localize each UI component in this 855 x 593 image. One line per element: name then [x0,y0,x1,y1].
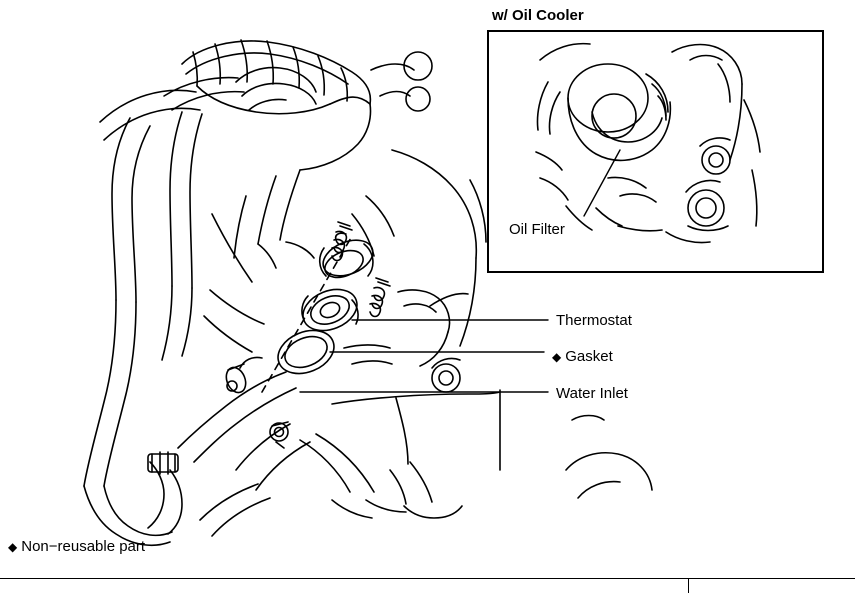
label-gasket-text: Gasket [565,348,613,365]
diamond-icon: ◆ [8,540,18,555]
legend-non-reusable-part [8,539,145,555]
label-water-inlet: Water Inlet [556,385,628,402]
label-gasket [552,349,613,365]
footer-tick [688,578,689,593]
inset-title: w/ Oil Cooler [492,7,584,24]
label-thermostat: Thermostat [556,312,632,329]
label-oil-filter: Oil Filter [509,221,565,238]
diamond-icon: ◆ [552,350,562,365]
legend-non-reusable-part-text: Non−reusable part [21,538,146,555]
footer-divider [0,578,855,579]
